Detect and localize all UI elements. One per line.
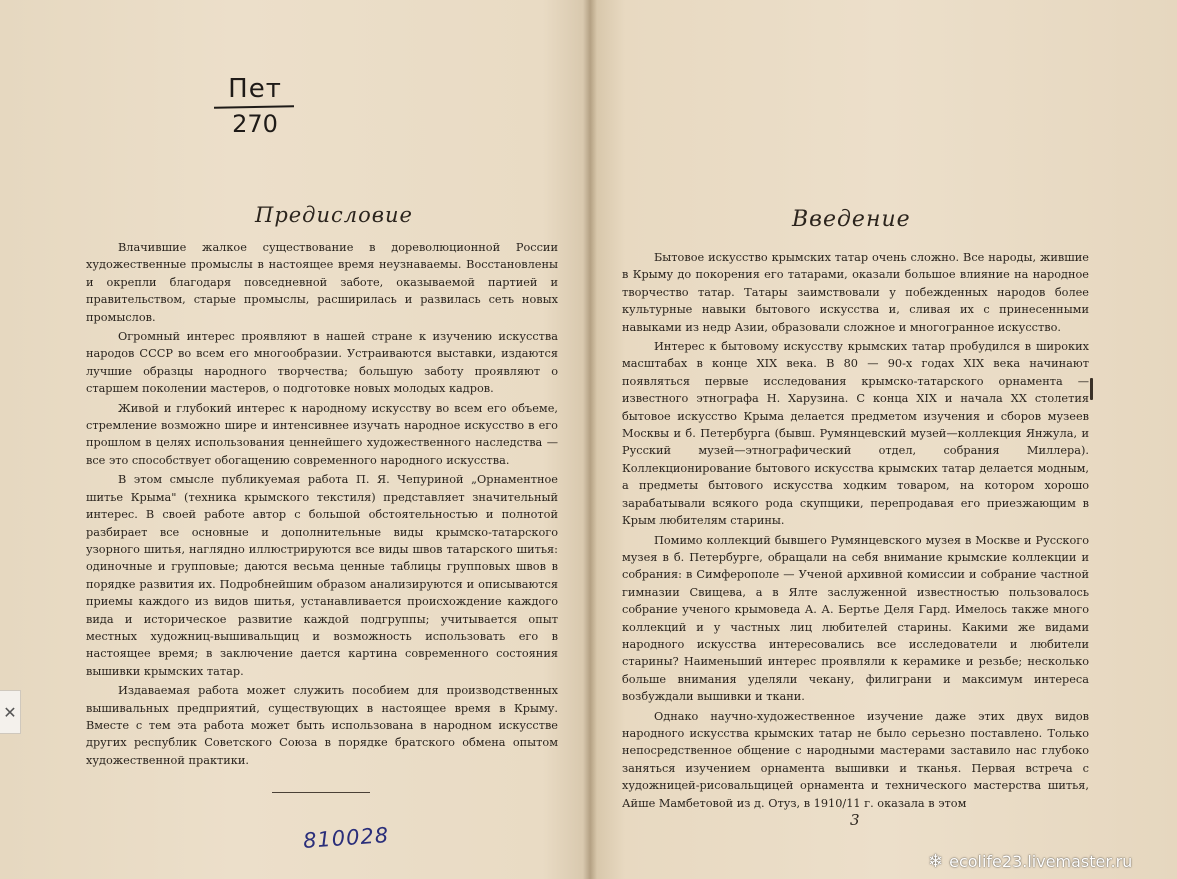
inventory-stamp-number: 810028	[302, 823, 390, 853]
paragraph: Издаваемая работа может служить пособием для производственных вышивальных предприятий, существующих в настоящее время в Крыму. Вместе с тем эта работа может быть использована в народном искусстве других республик Советского Союза в порядке братского обмена опытом художественной практики.	[86, 684, 558, 767]
paragraph: Помимо коллекций бывшего Румянцевского музея в Москве и Русского музея в б. Петербурге, обращали на себя внимание крымские коллекции и собрания: в Симферополе — Ученой архивной комиссии и собрание частной гимназии Свищева, а в Ялте заслуженной известностью пользовалось собрание ученого крымоведа А. А. Бертье Деля Гард. Имелось также много коллекций и у частных лиц любителей старины. Какими же видами народного искусства интересовались все исследователи и любители старины? Наименьший интерес проявляли к керамике и резьбе; несколько больше внимания уделяли чекану, филиграни и максимум интереса возбуждали вышивки и ткани.	[622, 533, 1089, 704]
handwritten-shelfmark-bottom: 270	[232, 110, 278, 138]
left-page-heading: Предисловие	[255, 203, 413, 227]
close-icon: ✕	[3, 702, 17, 722]
paragraph: Огромный интерес проявляют в нашей стране к изучению искусства народов СССР во всем его многообразии. Устраиваются выставки, издаются лучшие образцы народного творчества; большую заботу проявляют о старшем поколении мастеров, о подготовке новых молодых кадров.	[86, 330, 558, 396]
handwritten-fraction-line	[214, 105, 294, 108]
paragraph: Живой и глубокий интерес к народному искусству во всем его объеме, стремление возможно шире и интенсивнее изучать народное искусство в его прошлом в целях использования ценнейшего художественного наследства — все это способствует обогащению современного народного искусства.	[86, 401, 558, 467]
handwritten-shelfmark-top: Пет	[228, 74, 282, 104]
handwritten-shelfmark	[218, 74, 292, 138]
page-number: 3	[850, 811, 860, 829]
paragraph: В этом смысле публикуемая работа П. Я. Чепуриной „Орнаментное шитье Крыма" (техника крымского текстиля) представляет значительный интерес. В своей работе автор с большой обстоятельностью и полнотой разбирает все основные и дополнительные виды крымско-татарского узорного шитья, наглядно иллюстрируются все виды швов татарского шитья: одиночные и групповые; даются весьма ценные таблицы групповых швов в порядке развития их. Подробнейшим образом анализируются и описываются приемы каждого из видов шитья, устанавливается происхождение каждого вида и историческое развитие каждой подгруппы; учитывается опыт местных художниц-вышивальщиц и возможность использовать его в настоящее время; в заключение дается картина современного состояния вышивки крымских татар.	[86, 473, 558, 678]
paragraph: Бытовое искусство крымских татар очень сложно. Все народы, жившие в Крыму до покорения его татарами, оказали большое влияние на народное творчество татар. Татары заимствовали у побежденных народов более культурные навыки бытового искусства и, сливая их с принесенными навыками из недр Азии, образовали сложное и многогранное искусство.	[622, 251, 1089, 334]
site-watermark	[928, 851, 1132, 872]
margin-pencil-mark	[1090, 378, 1093, 400]
paragraph: Однако научно-художественное изучение даже этих двух видов народного искусства крымских татар не было серьезно поставлено. Только непосредственное общение с народными мастерами заставило нас глубоко заняться изучением орнамента вышивки и тканья. Первая встреча с художницей-рисовальщицей орнамента и технического мастерства шитья, Айше Мамбетовой из д. Отуз, в 1910/11 г. оказала в этом	[622, 709, 1089, 810]
snowflake-icon: ❄	[928, 851, 944, 872]
right-page-body	[622, 249, 1089, 814]
paragraph: Влачившие жалкое существование в дореволюционной России художественные промыслы в настоящее время неузнаваемы. Восстановлены и окрепли благодаря повседневной заботе, оказываемой партией и правительством, старые промыслы, расширилась и развилась сеть новых промыслов.	[86, 241, 558, 324]
end-rule-divider	[272, 792, 370, 793]
watermark-text: ecolife23.livemaster.ru	[949, 852, 1133, 871]
book-gutter	[583, 0, 597, 879]
paragraph: Интерес к бытовому искусству крымских татар пробудился в широких масштабах в конце XIX века. В 80 — 90-х годах XIX века начинают появляться первые исследования крымско-татарского орнамента — известного этнографа Н. Харузина. С конца XIX и начала XX столетия бытовое искусство Крыма делается предметом изучения и сборов музеев Москвы и б. Петербурга (бывш. Румянцевский музей—коллекция Янжула, и Русский музей—этнографический отдел, собрания Миллера). Коллекционирование бытового искусства крымских татар делается модным, а предметы бытового искусства ходким товаром, на котором хорошо зарабатывали всякого рода скупщики, перепродавая его приезжающим в Крым любителям старины.	[622, 340, 1089, 528]
close-overlay-button[interactable]	[0, 690, 21, 734]
left-page-body	[86, 239, 558, 771]
right-page-heading: Введение	[792, 207, 911, 232]
